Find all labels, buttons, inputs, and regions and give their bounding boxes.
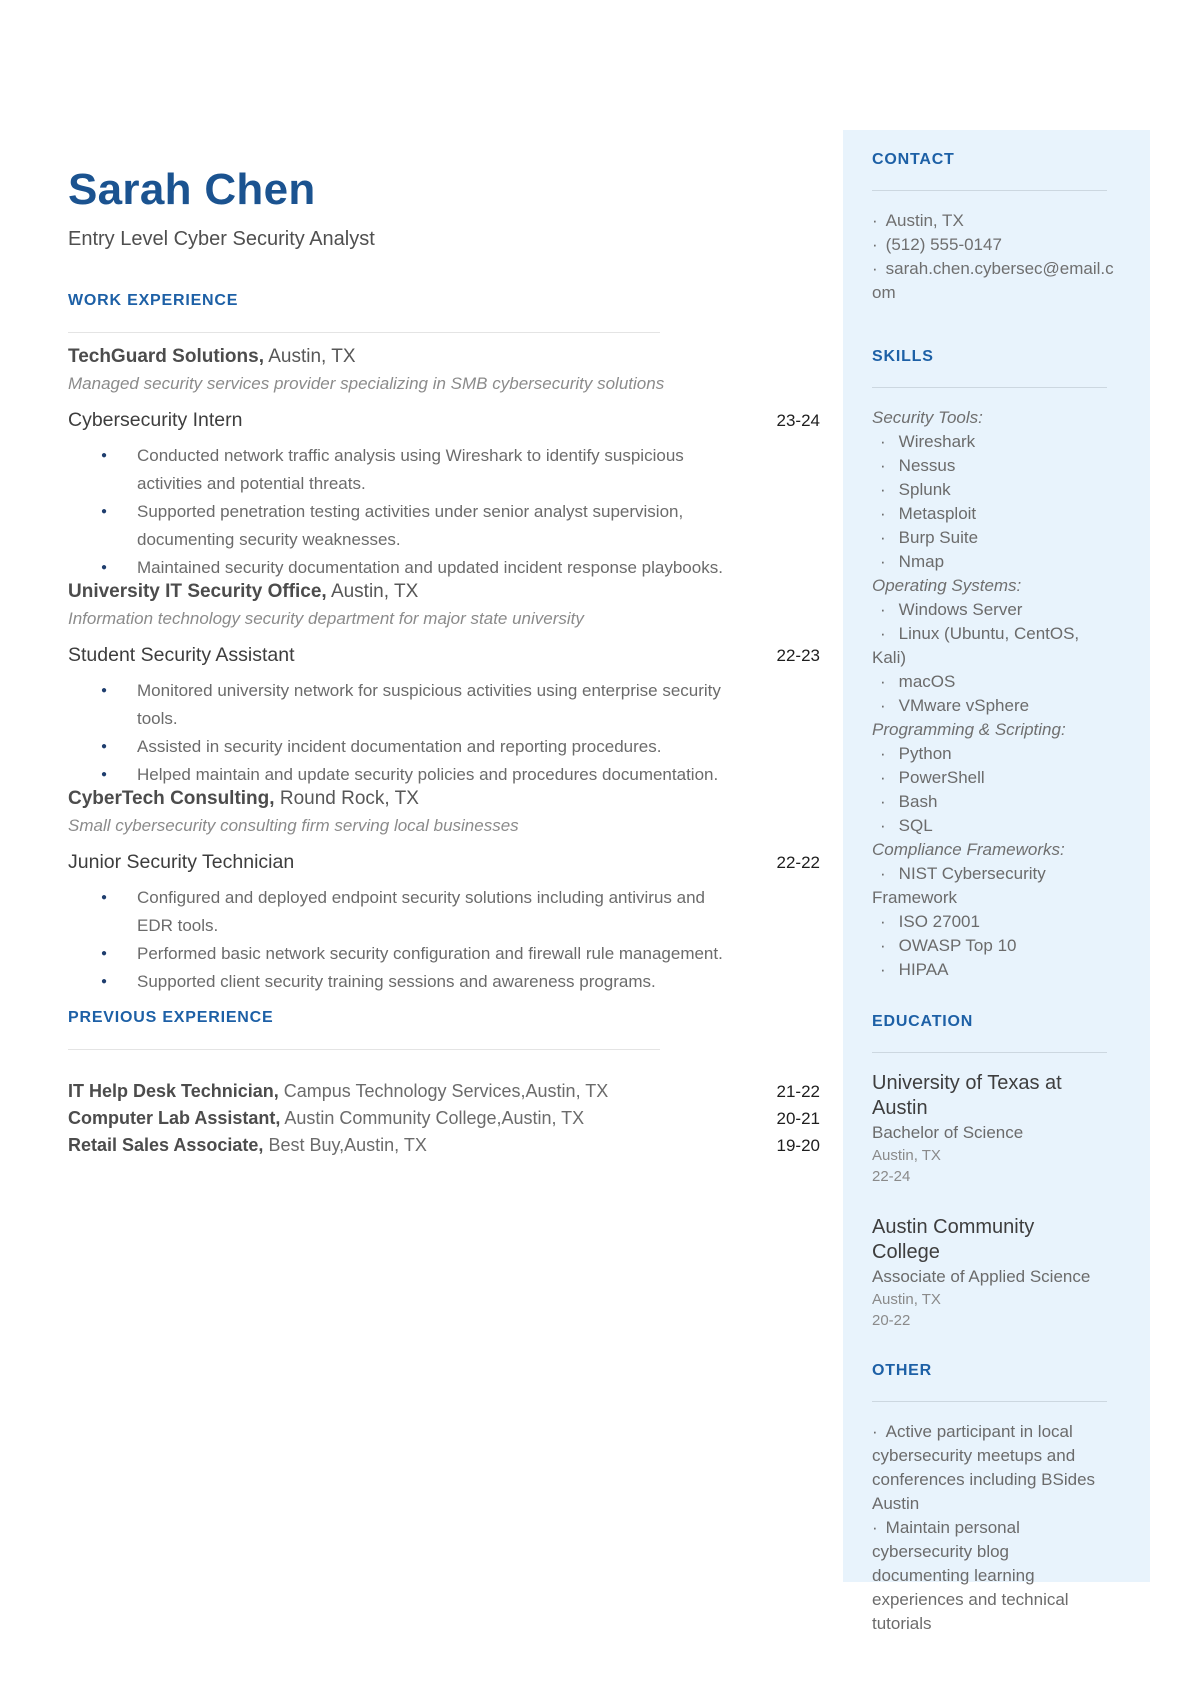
skill-item: · Bash: [872, 790, 1107, 814]
company-line: [68, 347, 820, 367]
contact-heading: CONTACT: [872, 151, 955, 168]
skill-item: · Metasploit: [872, 502, 1107, 526]
company-name: CyberTech Consulting,: [68, 788, 275, 809]
bullet-item: ● Conducted network traffic analysis using Wireshark to identify suspicious activities and potential threats.: [68, 442, 737, 498]
jobs-list: [68, 347, 820, 996]
skills-list: [872, 406, 1107, 982]
skill-item: · Burp Suite: [872, 526, 1107, 550]
section-divider: [872, 387, 1107, 388]
skill-item: · OWASP Top 10: [872, 934, 1107, 958]
company-location: Austin, TX: [268, 346, 356, 367]
previous-dates: 21-22: [776, 1082, 820, 1101]
other-heading: OTHER: [872, 1362, 932, 1379]
role-dates: 22-23: [776, 646, 820, 665]
contact-item: · sarah.chen.cybersec@email.com: [872, 257, 1120, 305]
other-item: · Active participant in local cybersecurity meetups and conferences including BSides Austin: [872, 1420, 1107, 1516]
previous-role: IT Help Desk Technician,: [68, 1081, 279, 1101]
role-title: Cybersecurity Intern: [68, 409, 243, 431]
previous-dates: 20-21: [776, 1109, 820, 1128]
skill-item: · SQL: [872, 814, 1107, 838]
bullet-item: ● Maintained security documentation and updated incident response playbooks.: [68, 554, 737, 582]
previous-role: Retail Sales Associate,: [68, 1135, 264, 1155]
role-bullets: [68, 677, 820, 789]
skill-item: · HIPAA: [872, 958, 1107, 982]
previous-dates: 19-20: [776, 1136, 820, 1155]
bullet-item: ● Monitored university network for suspicious activities using enterprise security tools.: [68, 677, 737, 733]
skill-item: · ISO 27001: [872, 910, 1107, 934]
education-school: University of Texas at Austin: [872, 1072, 1062, 1119]
contact-list: [872, 209, 1114, 305]
skill-item: · VMware vSphere: [872, 694, 1107, 718]
skill-group-label: Operating Systems:: [872, 576, 1022, 595]
education-school: Austin Community College: [872, 1216, 1035, 1263]
company-line: [68, 789, 820, 809]
bullet-item: ● Supported penetration testing activities under senior analyst supervision, documenting security weaknesses.: [68, 498, 737, 554]
previous-experience-row: [68, 1132, 820, 1159]
skill-item: · Linux (Ubuntu, CentOS, Kali): [872, 622, 1107, 670]
role-line: [68, 644, 820, 667]
sidebar: [843, 130, 1150, 1633]
previous-role: Computer Lab Assistant,: [68, 1108, 281, 1128]
company-location: Round Rock, TX: [279, 788, 419, 809]
previous-role-org: [68, 1132, 427, 1158]
education-dates: 20-22: [872, 1312, 911, 1329]
company-description: Managed security services provider specializing in SMB cybersecurity solutions: [68, 374, 665, 393]
skill-group-label: Programming & Scripting:: [872, 720, 1066, 739]
education-location: Austin, TX: [872, 1147, 941, 1164]
previous-org: Austin Community College,Austin, TX: [284, 1108, 585, 1128]
skill-item: · Wireshark: [872, 430, 1107, 454]
education-entry: [872, 1215, 1107, 1331]
job-entry: [68, 789, 820, 996]
role-bullets: [68, 884, 820, 996]
skill-item: · Nmap: [872, 550, 1107, 574]
other-list: [872, 1420, 1107, 1636]
section-divider: [68, 332, 660, 333]
previous-org: Best Buy,Austin, TX: [268, 1135, 427, 1155]
skill-item: · NIST Cybersecurity Framework: [872, 862, 1107, 910]
company-description: Small cybersecurity consulting firm serving local businesses: [68, 816, 519, 835]
skill-group-label: Security Tools:: [872, 408, 983, 427]
section-divider: [68, 1049, 660, 1050]
skills-section: [872, 349, 1107, 982]
section-divider: [872, 190, 1107, 191]
education-dates: 22-24: [872, 1168, 911, 1185]
work-experience-heading: WORK EXPERIENCE: [68, 292, 239, 309]
contact-item: · (512) 555-0147: [872, 233, 1120, 257]
previous-experience-row: [68, 1105, 820, 1132]
education-heading: EDUCATION: [872, 1013, 974, 1030]
other-section: [872, 1363, 1107, 1636]
person-name: Sarah Chen: [68, 165, 316, 214]
contact-section: [872, 151, 1114, 305]
role-bullets: [68, 442, 820, 582]
education-location: Austin, TX: [872, 1291, 941, 1308]
skill-item: · Nessus: [872, 454, 1107, 478]
previous-org: Campus Technology Services,Austin, TX: [283, 1081, 609, 1101]
company-location: Austin, TX: [330, 581, 419, 602]
skill-item: · Splunk: [872, 478, 1107, 502]
skill-item: · Python: [872, 742, 1107, 766]
education-entry: [872, 1071, 1107, 1187]
skill-item: · Windows Server: [872, 598, 1107, 622]
job-entry: [68, 347, 820, 582]
role-dates: 22-22: [776, 853, 820, 872]
company-name: TechGuard Solutions,: [68, 346, 264, 367]
bullet-item: ● Helped maintain and update security policies and procedures documentation.: [68, 761, 737, 789]
bullet-item: ● Configured and deployed endpoint security solutions including antivirus and EDR tools.: [68, 884, 737, 940]
education-degree: Bachelor of Science: [872, 1123, 1024, 1142]
company-name: University IT Security Office,: [68, 581, 327, 602]
section-divider: [872, 1401, 1107, 1402]
skill-group-label: Compliance Frameworks:: [872, 840, 1065, 859]
previous-experience-list: [68, 1078, 820, 1159]
previous-experience-row: [68, 1078, 820, 1105]
previous-role-org: [68, 1105, 584, 1131]
role-title: Student Security Assistant: [68, 644, 295, 666]
job-entry: [68, 582, 820, 789]
skill-item: · macOS: [872, 670, 1107, 694]
company-line: [68, 582, 820, 602]
section-divider: [872, 1052, 1107, 1053]
education-list: [872, 1071, 1107, 1331]
role-line: [68, 409, 820, 432]
skill-item: · PowerShell: [872, 766, 1107, 790]
role-title: Junior Security Technician: [68, 851, 295, 873]
main-column: [68, 165, 820, 1159]
education-section: [872, 1014, 1107, 1331]
previous-experience-heading: PREVIOUS EXPERIENCE: [68, 1009, 274, 1026]
person-job-title: Entry Level Cyber Security Analyst: [68, 228, 375, 250]
education-degree: Associate of Applied Science: [872, 1267, 1091, 1286]
company-description: Information technology security department for major state university: [68, 609, 584, 628]
previous-role-org: [68, 1078, 608, 1104]
role-line: [68, 851, 820, 874]
bullet-item: ● Performed basic network security configuration and firewall rule management.: [68, 940, 737, 968]
bullet-item: ● Supported client security training sessions and awareness programs.: [68, 968, 737, 996]
skills-heading: SKILLS: [872, 348, 934, 365]
contact-item: · Austin, TX: [872, 209, 1120, 233]
bullet-item: ● Assisted in security incident documentation and reporting procedures.: [68, 733, 737, 761]
other-item: · Maintain personal cybersecurity blog documenting learning experiences and technical tutorials: [872, 1516, 1107, 1636]
role-dates: 23-24: [776, 411, 820, 430]
